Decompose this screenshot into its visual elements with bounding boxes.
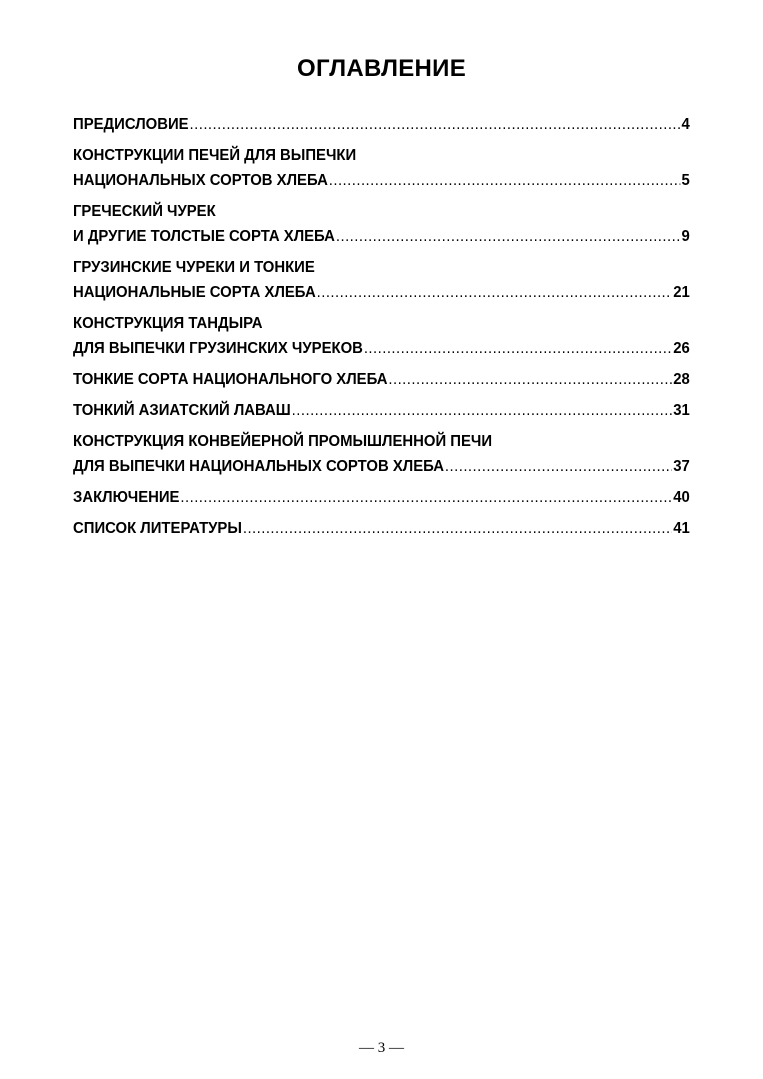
toc-leader-dots — [317, 280, 673, 305]
toc-entry-title-line: КОНСТРУКЦИИ ПЕЧЕЙ ДЛЯ ВЫПЕЧКИ — [73, 147, 357, 164]
toc-entry[interactable] — [73, 255, 690, 305]
toc-entry[interactable] — [73, 367, 690, 392]
toc-entry[interactable] — [73, 199, 690, 249]
toc-entry[interactable] — [73, 398, 690, 423]
toc-entry-page: 40 — [673, 489, 690, 506]
toc-entry-page: 28 — [673, 371, 690, 388]
toc-entry-page: 5 — [681, 172, 690, 189]
toc-leader-dots — [180, 485, 672, 510]
toc-entry-page: 21 — [673, 284, 690, 301]
toc-leader-dots — [292, 398, 673, 423]
toc-entry-title: НАЦИОНАЛЬНЫХ СОРТОВ ХЛЕБА — [73, 172, 328, 189]
toc-entry-title: НАЦИОНАЛЬНЫЕ СОРТА ХЛЕБА — [73, 284, 316, 301]
toc-leader-dots — [329, 168, 681, 193]
toc-leader-dots — [364, 336, 673, 361]
toc-entry-title: ЗАКЛЮЧЕНИЕ — [73, 489, 180, 506]
page-title: ОГЛАВЛЕНИЕ — [296, 55, 467, 82]
toc-leader-dots — [243, 516, 673, 541]
toc-entry-page: 41 — [673, 520, 690, 537]
toc-entry[interactable] — [73, 516, 690, 541]
toc-entry-page: 9 — [681, 228, 690, 245]
toc-entry-title: ТОНКИЕ СОРТА НАЦИОНАЛЬНОГО ХЛЕБА — [73, 371, 388, 388]
toc-entry-title: ТОНКИЙ АЗИАТСКИЙ ЛАВАШ — [73, 402, 291, 419]
toc-entry[interactable] — [73, 112, 690, 137]
page-number: — 3 — — [359, 1040, 404, 1056]
toc-entry[interactable] — [73, 143, 690, 193]
toc-entry-page: 26 — [673, 340, 690, 357]
toc-entry[interactable] — [73, 311, 690, 361]
toc-entry-title: И ДРУГИЕ ТОЛСТЫЕ СОРТА ХЛЕБА — [73, 228, 335, 245]
toc-entry[interactable] — [73, 429, 690, 479]
toc-entry-title: ДЛЯ ВЫПЕЧКИ ГРУЗИНСКИХ ЧУРЕКОВ — [73, 340, 363, 357]
toc-entry-title-line: КОНСТРУКЦИЯ КОНВЕЙЕРНОЙ ПРОМЫШЛЕННОЙ ПЕЧИ — [73, 433, 493, 450]
toc-entry-title: СПИСОК ЛИТЕРАТУРЫ — [73, 520, 242, 537]
toc-leader-dots — [336, 224, 681, 249]
toc-entry-title: ПРЕДИСЛОВИЕ — [73, 116, 189, 133]
toc-entry-title-line: ГРУЗИНСКИЕ ЧУРЕКИ И ТОНКИЕ — [73, 259, 315, 276]
toc-leader-dots — [445, 454, 672, 479]
toc-leader-dots — [388, 367, 672, 392]
toc-entry-title-line: КОНСТРУКЦИЯ ТАНДЫРА — [73, 315, 263, 332]
toc-entry-page: 37 — [673, 458, 690, 475]
toc-entry[interactable] — [73, 485, 690, 510]
toc-entry-title: ДЛЯ ВЫПЕЧКИ НАЦИОНАЛЬНЫХ СОРТОВ ХЛЕБА — [73, 458, 444, 475]
table-of-contents — [73, 112, 690, 547]
toc-entry-title-line: ГРЕЧЕСКИЙ ЧУРЕК — [73, 203, 216, 220]
toc-entry-page: 4 — [681, 116, 690, 133]
toc-leader-dots — [190, 112, 681, 137]
toc-entry-page: 31 — [673, 402, 690, 419]
